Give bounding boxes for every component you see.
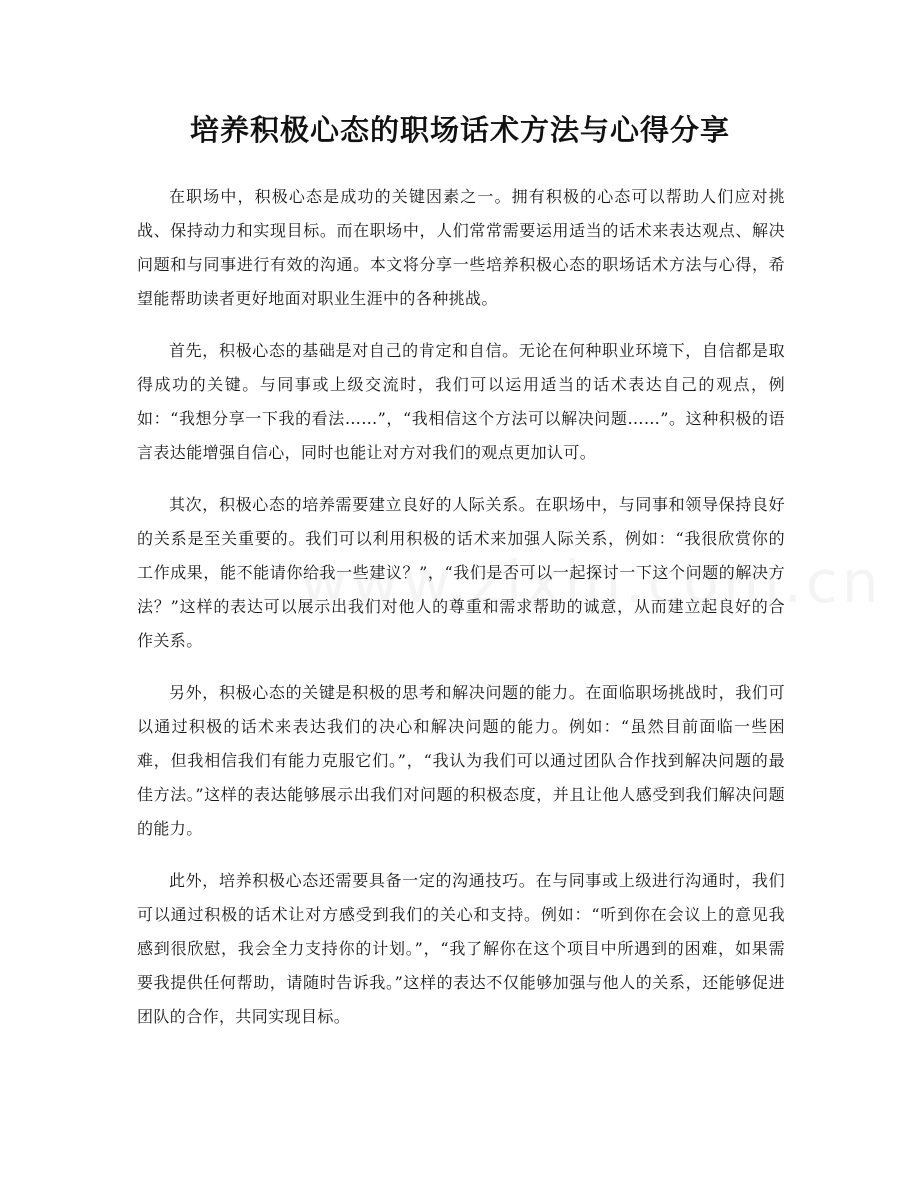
document-title: 培养积极心态的职场话术方法与心得分享 [189,113,730,147]
paragraph-relationships: 其次，积极心态的培养需要建立良好的人际关系。在职场中，与同事和领导保持良好的关系是至关重要的。我们可以利用积极的话术来加强人际关系，例如：“我很欣赏你的工作成果，能不能请你给我一些建议？”，“我们是否可以一起探讨一下这个问题的解决方法？”这样的表达可以展示出我们对他人的尊重和需求帮助的诚意，从而建立起良好的合作关系。 [137,495,785,650]
paragraph-communication: 此外，培养积极心态还需要具备一定的沟通技巧。在与同事或上级进行沟通时，我们可以通过积极的话术让对方感受到我们的关心和支持。例如：“听到你在会议上的意见我感到很欣慰，我会全力支持你的计划。”，“我了解你在这个项目中所遇到的困难，如果需要我提供任何帮助，请随时告诉我。”这样的表达不仅能够加强与他人的关系，还能够促进团队的合作，共同实现目标。 [137,871,785,1026]
paragraph-problem-solving: 另外，积极心态的关键是积极的思考和解决问题的能力。在面临职场挑战时，我们可以通过积极的话术来表达我们的决心和解决问题的能力。例如：“虽然目前面临一些困难，但我相信我们有能力克服它们。”，“我认为我们可以通过团队合作找到解决问题的最佳方法。”这样的表达能够展示出我们对问题的积极态度，并且让他人感受到我们解决问题的能力。 [137,683,785,838]
document-body [137,180,785,1052]
paragraph-intro: 在职场中，积极心态是成功的关键因素之一。拥有积极的心态可以帮助人们应对挑战、保持动力和实现目标。而在职场中，人们常常需要运用适当的话术来表达观点、解决问题和与同事进行有效的沟通。本文将分享一些培养积极心态的职场话术方法与心得，希望能帮助读者更好地面对职业生涯中的各种挑战。 [137,187,785,308]
paragraph-self-confidence: 首先，积极心态的基础是对自己的肯定和自信。无论在何种职业环境下，自信都是取得成功的关键。与同事或上级交流时，我们可以运用适当的话术表达自己的观点，例如：“我想分享一下我的看法……”，“我相信这个方法可以解决问题……”。这种积极的语言表达能增强自信心，同时也能让对方对我们的观点更加认可。 [137,341,785,462]
